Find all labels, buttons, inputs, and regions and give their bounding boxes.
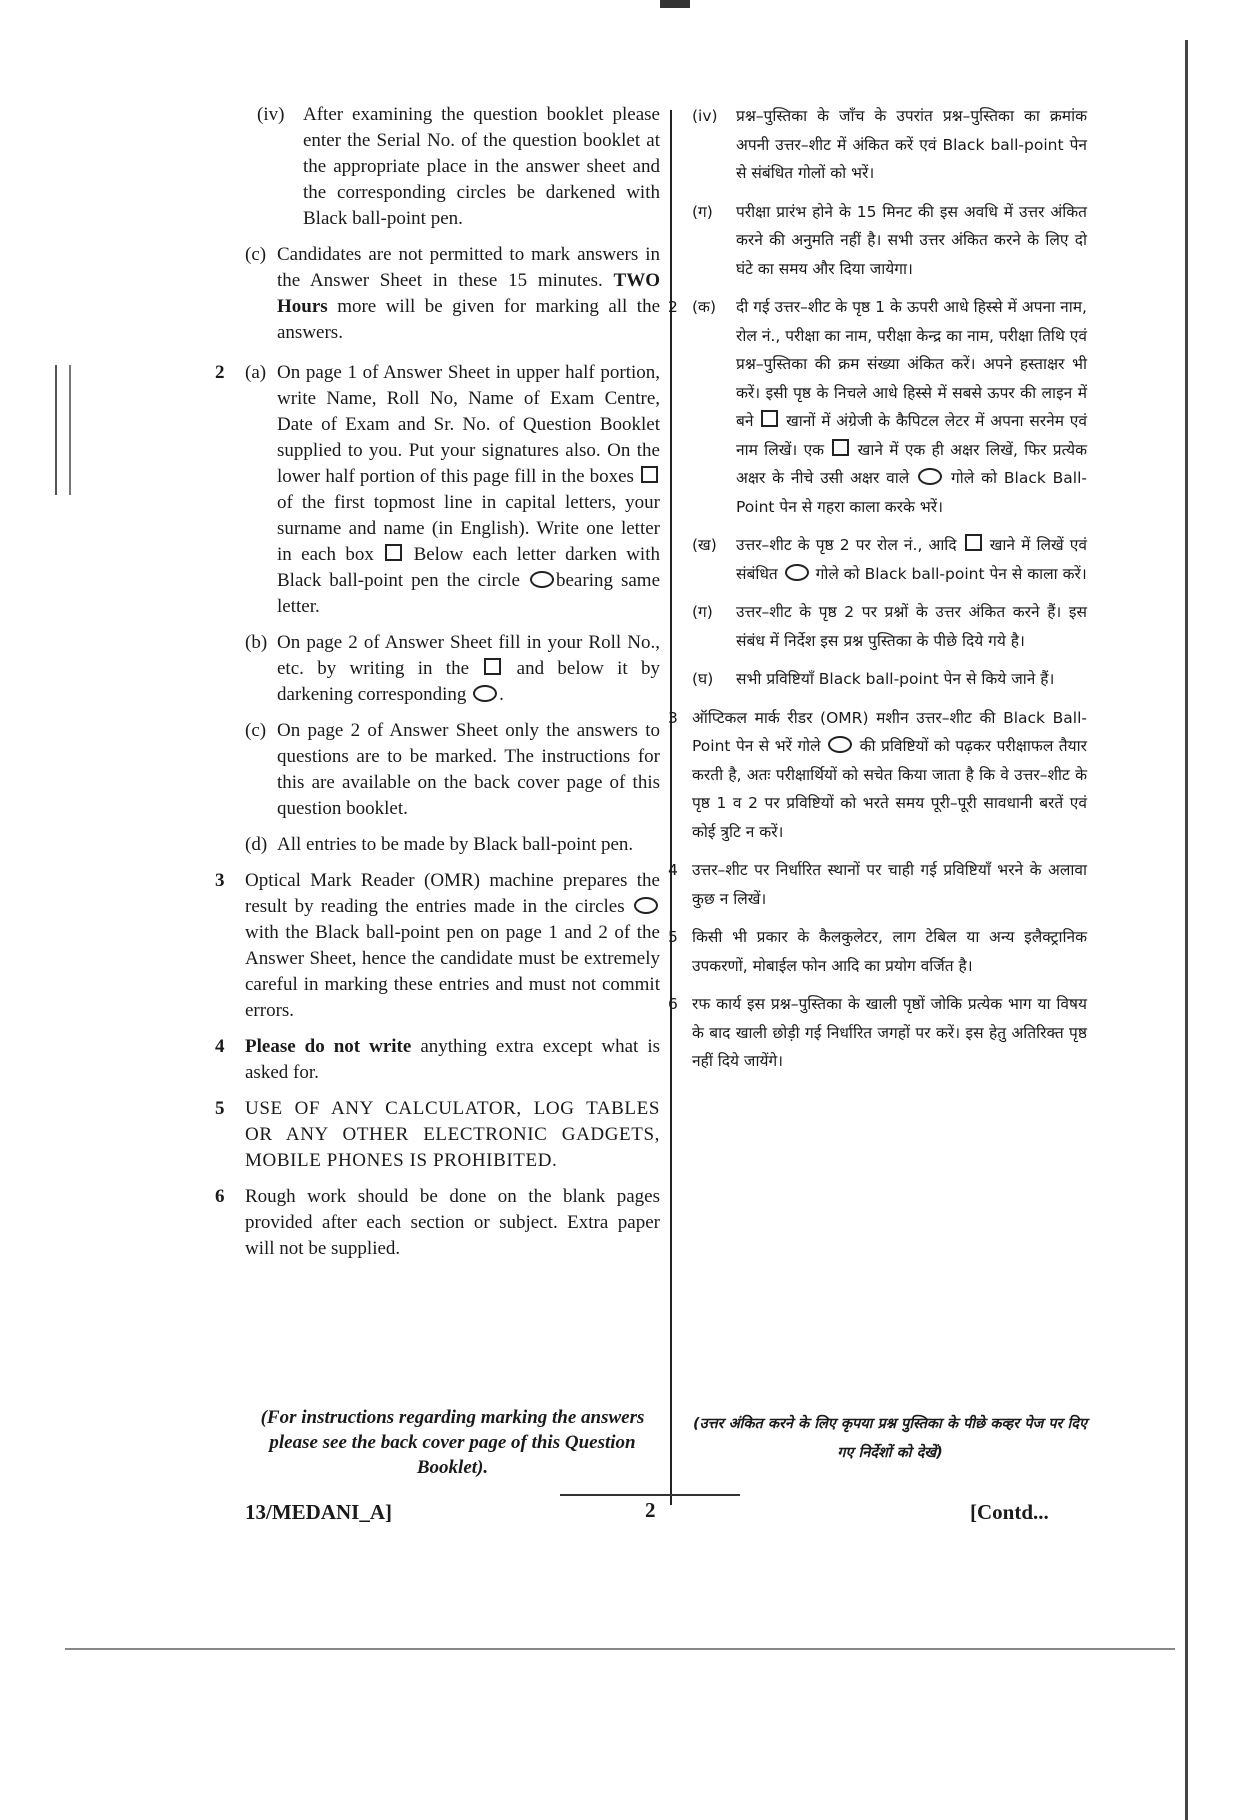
- instruction-label: (c): [245, 244, 267, 265]
- box-symbol: [761, 410, 778, 427]
- instruction-text: with the Black ball-point pen on page 1 and 2 of the Answer Sheet, hence the candidate must be extremely careful in marking these entries and must not commit errors.: [245, 922, 660, 1021]
- instruction-2-en: [215, 360, 661, 858]
- instruction-5-hi: [668, 923, 1087, 980]
- instruction-c-en: [245, 242, 660, 346]
- instruction-label: (b): [245, 632, 268, 653]
- hindi-instructions-column: [668, 102, 1088, 1076]
- scan-artifact-top: [660, 0, 690, 8]
- instruction-text: गोले को Black Ball-Point पेन से गहरा काला करके भरें।: [736, 469, 1088, 516]
- instruction-text: की प्रविष्टियों को पढ़कर परीक्षाफल तैयार करती है, अतः परीक्षार्थियों को सचेत किया जाता है कि वे उत्तर–शीट के पृष्ठ 1 व 2 पर प्रविष्टियों को भरते समय पूरी–पूरी सावधानी बरतें एवं कोई त्रुटि न करें।: [692, 737, 1087, 841]
- scan-artifact-bottom: [65, 1648, 1175, 1650]
- instruction-text: and below it by darkening corresponding: [277, 658, 660, 705]
- circle-symbol: [634, 897, 658, 914]
- instruction-number: 5: [668, 928, 678, 946]
- instruction-text: खाने में लिखें एवं संबंधित: [736, 536, 1087, 583]
- circle-symbol: [530, 571, 554, 588]
- instruction-text: On page 2 of Answer Sheet fill in your Roll No., etc. by writing in the: [277, 632, 660, 679]
- instruction-text: anything extra except what is asked for.: [245, 1036, 660, 1083]
- instruction-label: (ग): [692, 202, 713, 221]
- instruction-text: of the first topmost line in capital letters, your surname and name (in English). Write one letter in each box: [277, 492, 660, 565]
- instruction-label: (क): [692, 298, 716, 316]
- instruction-number: 3: [668, 708, 678, 727]
- instruction-bold: Please do not write: [245, 1036, 412, 1057]
- instruction-2d-en: [245, 832, 660, 858]
- answer-marking-note-hi: (उत्तर अंकित करने के लिए कृपया प्रश्न पुस्तिका के पीछे कव्हर पेज पर दिए गए निर्देशों को देखें): [693, 1416, 1087, 1461]
- circle-symbol: [828, 736, 852, 753]
- instruction-2ga-hi: [692, 598, 1087, 655]
- instruction-iv-hi: [692, 102, 1087, 188]
- instruction-4-en: [215, 1034, 660, 1086]
- box-symbol: [965, 534, 982, 551]
- instruction-3-en: [215, 868, 660, 1024]
- instruction-6-hi: [668, 990, 1087, 1076]
- instruction-number: 5: [215, 1098, 226, 1119]
- instruction-text: उत्तर–शीट के पृष्ठ 2 पर प्रश्नों के उत्तर अंकित करने हैं। इस संबंध में निर्देश इस प्रश्न पुस्तिका के पीछे दिये गये है।: [736, 603, 1087, 650]
- instruction-label: (ख): [692, 536, 717, 554]
- instruction-number: 3: [215, 870, 225, 891]
- box-symbol: [641, 466, 658, 483]
- instruction-iv-en: [247, 102, 660, 232]
- instruction-text: खाने में एक ही अक्षर लिखें, फिर प्रत्येक अक्षर के नीचे उसी अक्षर वाले: [736, 440, 1087, 487]
- page-number-rule: [560, 1494, 740, 1496]
- circle-symbol: [918, 468, 942, 485]
- instruction-number: 2: [668, 298, 678, 316]
- page-number: 2: [645, 1498, 656, 1522]
- instruction-text: After examining the question booklet please enter the Serial No. of the question booklet at the appropriate place in the answer sheet and the corresponding circles be darkened with Black ball-point pen.: [303, 104, 660, 229]
- circle-symbol: [785, 564, 809, 581]
- instruction-5-en: [215, 1096, 660, 1174]
- instruction-text: रफ कार्य इस प्रश्न–पुस्तिका के खाली पृष्ठों जोकि प्रत्येक भाग या विषय के बाद खाली छोड़ी गई निर्धारित जगहों पर करें। इस हेतु अतिरिक्त पृष्ठ नहीं दिये जायेंगे।: [692, 995, 1087, 1070]
- instruction-label: (c): [245, 720, 267, 741]
- instruction-text: On page 2 of Answer Sheet only the answers to questions are to be marked. The instructions for this are available on the back cover page of this question booklet.: [277, 720, 660, 819]
- instruction-text: सभी प्रविष्टियाँ Black ball-point पेन से किये जाने हैं।: [736, 670, 1055, 688]
- instruction-2-hi: [668, 293, 1088, 694]
- instruction-text: उत्तर–शीट पर निर्धारित स्थानों पर चाही गई प्रविष्टियाँ भरने के अलावा कुछ न लिखें।: [692, 861, 1087, 908]
- scan-artifact-right-edge: [1185, 40, 1188, 1820]
- instruction-text: खानों में अंग्रेजी के कैपिटल लेटर में अपना सरनेम एवं नाम लिखें। एक: [736, 412, 1087, 459]
- circle-symbol: [473, 685, 497, 702]
- instruction-text: .: [499, 684, 504, 705]
- instruction-text: All entries to be made by Black ball-point pen.: [277, 834, 634, 855]
- booklet-code: 13/MEDANI_A]: [245, 1500, 392, 1524]
- box-symbol: [832, 439, 849, 456]
- instruction-text: Optical Mark Reader (OMR) machine prepares the result by reading the entries made in the circles: [245, 870, 660, 917]
- instruction-ga-hi: [692, 198, 1087, 284]
- instruction-text: गोले को Black ball-point पेन से काला करें।: [815, 564, 1087, 583]
- instruction-label: (iv): [692, 107, 718, 125]
- instruction-text: परीक्षा प्रारंभ होने के 15 मिनट की इस अवधि में उत्तर अंकित करने की अनुमति नहीं है। सभी उत्तर अंकित करने के लिए दो घंटे का समय और दिया जायेगा।: [736, 202, 1087, 278]
- instruction-3-hi: [668, 704, 1087, 847]
- instruction-text: किसी भी प्रकार के कैलकुलेटर, लाग टेबिल या अन्य इलैक्ट्रानिक उपकरणों, मोबाईल फोन आदि का प्रयोग वर्जित है।: [692, 928, 1087, 975]
- instruction-text: USE OF ANY CALCULATOR, LOG TABLES OR ANY OTHER ELECTRONIC GADGETS, MOBILE PHONES IS PROHIBITED.: [245, 1098, 660, 1171]
- instruction-label: (a): [245, 362, 267, 383]
- instruction-label: (ग): [692, 603, 713, 621]
- box-symbol: [484, 658, 501, 675]
- instruction-text: Candidates are not permitted to mark answers in the Answer Sheet in these 15 minutes.: [277, 244, 660, 291]
- instruction-text: उत्तर–शीट के पृष्ठ 2 पर रोल नं., आदि: [736, 536, 957, 554]
- answer-marking-note-en: (For instructions regarding marking the answers please see the back cover page of this Question Booklet).: [260, 1407, 645, 1478]
- instruction-number: 6: [668, 995, 678, 1013]
- instruction-label: (iv): [257, 104, 285, 125]
- instruction-label: (d): [245, 834, 268, 855]
- instruction-text: दी गई उत्तर–शीट के पृष्ठ 1 के ऊपरी आधे हिस्से में अपना नाम, रोल नं., परीक्षा का नाम, परीक्षा केन्द्र का नाम, परीक्षा तिथि एवं प्रश्न–पुस्तिका की क्रम संख्या अंकित करें। अपने हस्ताक्षर भी करें। इसी पृष्ठ के निचले आधे हिस्से में सबसे ऊपर की लाइन में बने: [736, 298, 1087, 430]
- instruction-2a-en: [245, 360, 660, 620]
- instruction-2gha-hi: [692, 665, 1087, 694]
- instruction-6-en: [215, 1184, 660, 1262]
- instruction-text: Below each letter darken with Black ball-point pen the circle: [277, 544, 660, 591]
- instruction-text: प्रश्न–पुस्तिका के जाँच के उपरांत प्रश्न–पुस्तिका का क्रमांक अपनी उत्तर–शीट में अंकित करें एवं Black ball-point पेन से संबंधित गोलों को भरें।: [736, 107, 1087, 182]
- box-symbol: [385, 544, 402, 561]
- continued-marker: [Contd...: [970, 1500, 1049, 1524]
- instruction-number: 2: [215, 362, 225, 383]
- instruction-bold: TWO Hours: [277, 270, 660, 317]
- instruction-text: On page 1 of Answer Sheet in upper half portion, write Name, Roll No, Name of Exam Centre, Date of Exam and Sr. No. of Question Booklet supplied to you. Put your signatures also. On the lower half portion of this page fill in the boxes: [277, 362, 660, 487]
- instruction-2c-en: [245, 718, 660, 822]
- scan-artifact-left: [55, 365, 71, 495]
- instruction-2ka-hi: [692, 293, 1087, 521]
- instruction-2b-en: [245, 630, 660, 708]
- instruction-number: 4: [668, 861, 678, 879]
- instruction-number: 6: [215, 1186, 225, 1207]
- english-instructions-column: [215, 102, 661, 1262]
- instruction-text: bearing same letter.: [277, 570, 661, 617]
- instruction-text: Rough work should be done on the blank pages provided after each section or subject. Extra paper will not be supplied.: [245, 1186, 660, 1259]
- instruction-text: more will be given for marking all the answers.: [277, 296, 661, 343]
- instruction-2kha-hi: [692, 531, 1087, 588]
- instruction-number: 4: [215, 1036, 225, 1057]
- instruction-label: (घ): [692, 670, 714, 688]
- instruction-4-hi: [668, 856, 1087, 913]
- instruction-text: ऑप्टिकल मार्क रीडर (OMR) मशीन उत्तर–शीट की Black Ball-Point पेन से भरें गोले: [692, 708, 1087, 755]
